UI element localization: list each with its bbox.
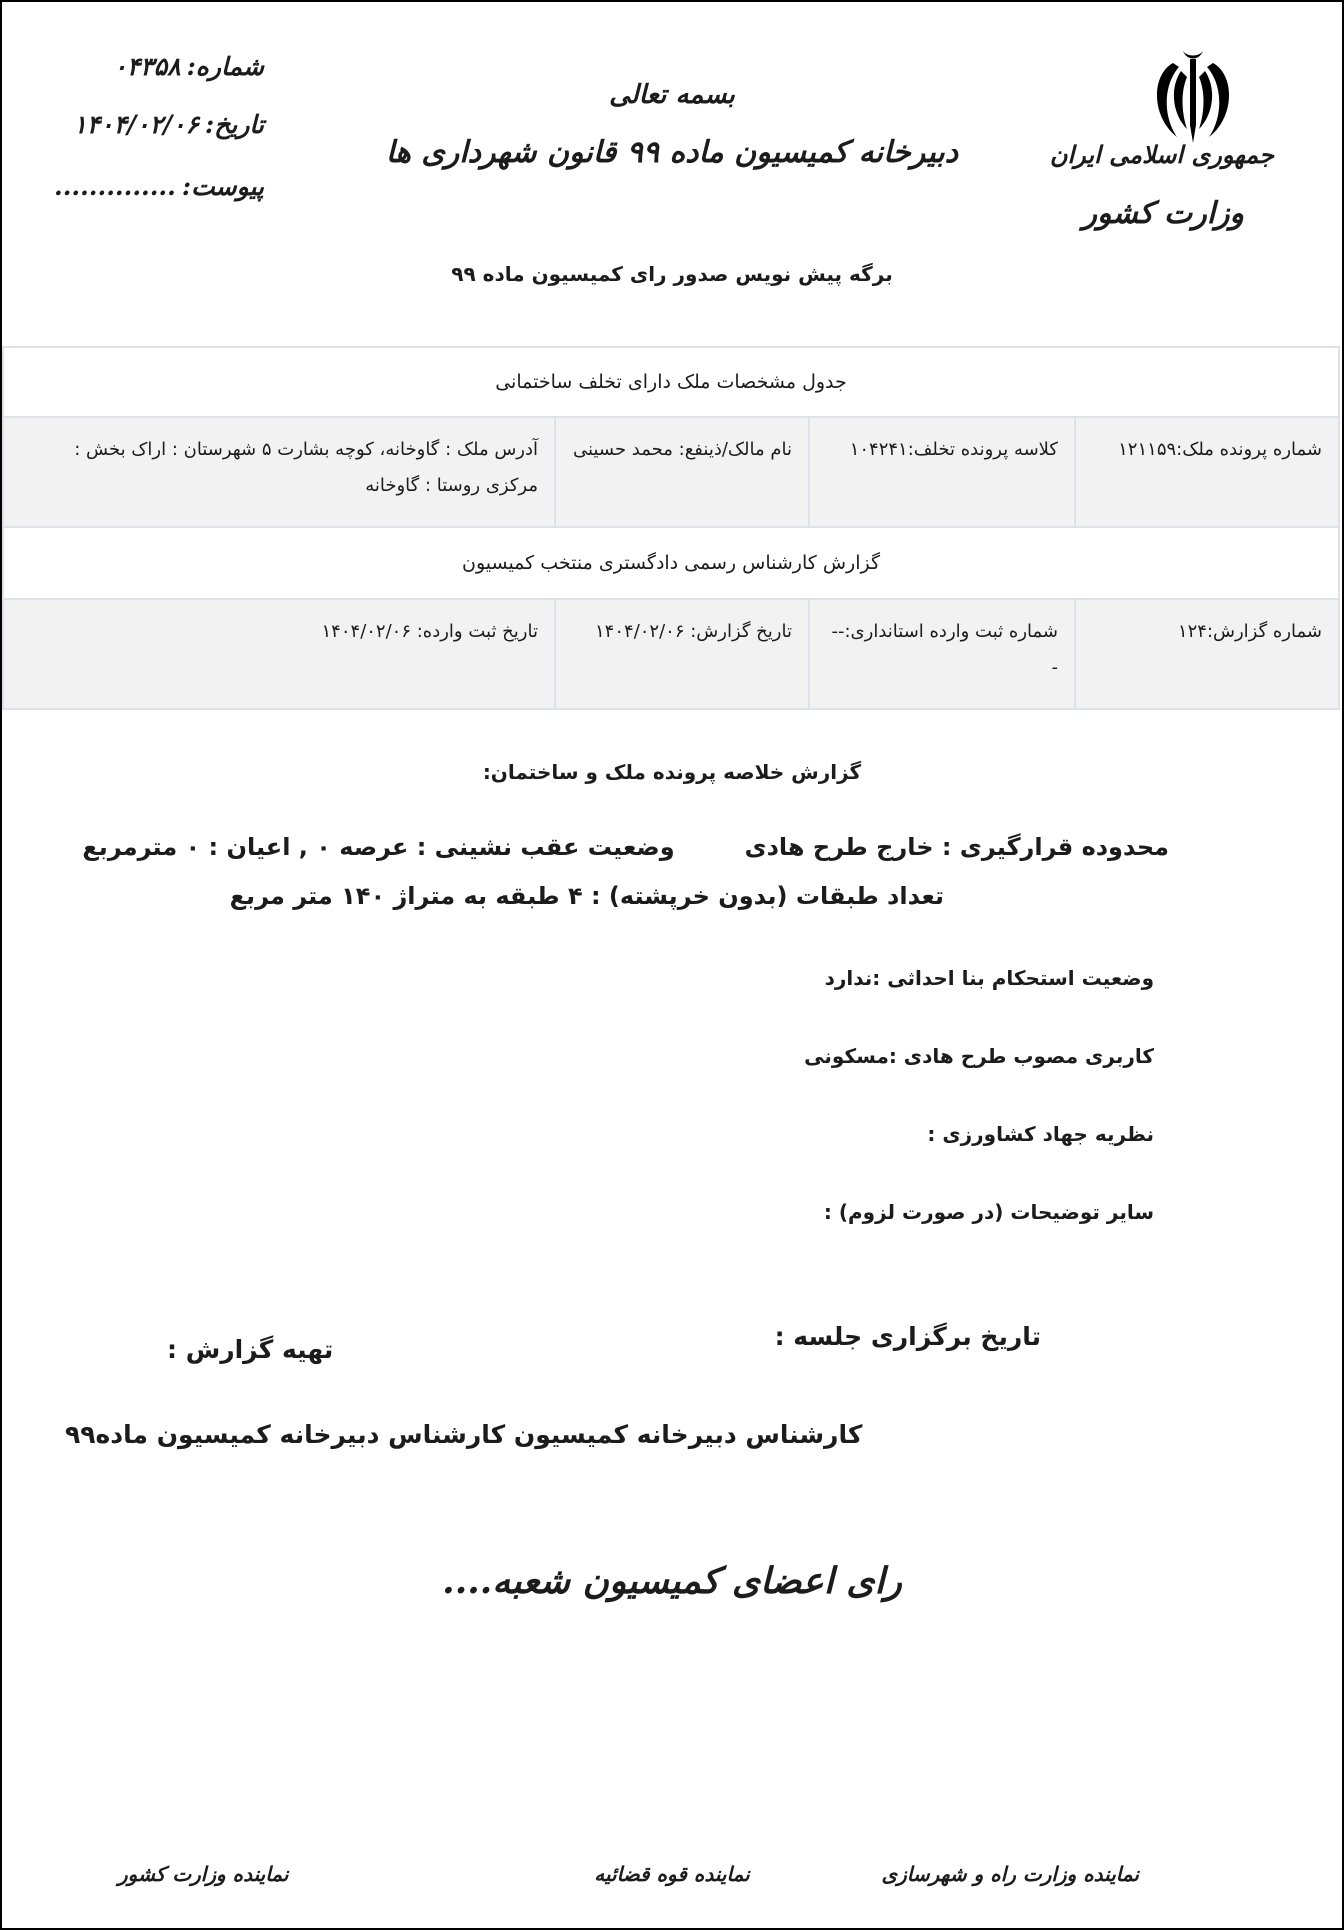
letter-date-label: تاریخ: — [205, 110, 264, 139]
summary-title: گزارش خلاصه پرونده ملک و ساختمان: — [482, 760, 862, 784]
expert-report-table — [2, 526, 1340, 710]
approved-use-field: کاربری مصوب طرح هادی :مسکونی — [804, 1044, 1154, 1068]
location-zone: محدوده قرارگیری : خارج طرح هادی — [744, 833, 1169, 861]
letter-attachment — [54, 172, 264, 201]
table-row — [3, 599, 1339, 709]
table-row — [3, 417, 1339, 527]
signature-judiciary: نماینده قوه قضائیه — [594, 1862, 750, 1886]
bismillah: بسمه تعالی — [609, 80, 735, 110]
expert-table-title — [3, 527, 1339, 599]
report-number-cell: شماره گزارش:۱۲۴ — [1075, 599, 1339, 709]
stability-field: وضعیت استحکام بنا احداثی :ندارد — [824, 966, 1154, 990]
owner-name-cell: نام مالک/ذینفع: محمد حسینی — [555, 417, 809, 527]
letter-date-value: ۱۴۰۴/۰۲/۰۶ — [73, 110, 200, 139]
violation-class-cell: کلاسه پرونده تخلف:۱۰۴۲۴۱ — [809, 417, 1075, 527]
letter-number-label: شماره: — [186, 52, 264, 81]
iran-emblem-icon — [1143, 45, 1243, 145]
property-address-cell: آدرس ملک : گاوخانه، کوچه بشارت ۵ شهرستان : اراک بخش : مرکزی روستا : گاوخانه — [3, 417, 555, 527]
property-table — [2, 346, 1340, 528]
letter-number — [113, 52, 264, 81]
report-date-cell: تاریخ گزارش: ۱۴۰۴/۰۲/۰۶ — [555, 599, 809, 709]
commission-verdict: رای اعضای کمیسیون شعبه.... — [442, 1560, 902, 1602]
office-title: دبیرخانه کمیسیون ماده ۹۹ قانون شهرداری ها — [385, 135, 959, 170]
letter-attachment-label: پیوست: — [181, 172, 264, 201]
republic-name: جمهوری اسلامی ایران — [1049, 140, 1274, 169]
setback-status: وضعیت عقب نشینی : عرصه ۰ , اعیان : ۰ مترمربع — [82, 833, 675, 861]
experts-line: کارشناس دبیرخانه کمیسیون کارشناس دبیرخانه کمیسیون ماده۹۹ — [65, 1420, 863, 1449]
signature-interior-ministry: نماینده وزارت کشور — [118, 1862, 289, 1886]
property-table-title-text: جدول مشخصات ملک دارای تخلف ساختمانی — [495, 370, 847, 393]
session-date-label: تاریخ برگزاری جلسه : — [774, 1322, 1041, 1351]
agriculture-opinion-field: نظریه جهاد کشاورزی : — [927, 1122, 1154, 1146]
letter-attachment-value: .............. — [53, 172, 176, 201]
letter-number-value: ۰۴۳۵۸ — [113, 52, 181, 81]
governorate-register-cell: شماره ثبت وارده استانداری:--- — [809, 599, 1075, 709]
other-notes-field: سایر توضیحات (در صورت لزوم) : — [823, 1200, 1154, 1224]
register-date-cell: تاریخ ثبت وارده: ۱۴۰۴/۰۲/۰۶ — [3, 599, 555, 709]
summary-line-1 — [82, 833, 1169, 861]
ministry-name: وزارت کشور — [1082, 196, 1244, 231]
form-title: برگه پیش نویس صدور رای کمیسیون ماده ۹۹ — [451, 262, 893, 286]
file-number-cell: شماره پرونده ملک:۱۲۱۱۵۹ — [1075, 417, 1339, 527]
signature-roads-ministry: نماینده وزارت راه و شهرسازی — [881, 1862, 1139, 1886]
expert-table-title-text: گزارش کارشناس رسمی دادگستری منتخب کمیسیون — [462, 551, 880, 574]
property-table-title — [3, 347, 1339, 417]
report-preparer-label: تهیه گزارش : — [167, 1335, 334, 1364]
floors-info: تعداد طبقات (بدون خرپشته) : ۴ طبقه به متراژ ۱۴۰ متر مربع — [229, 882, 944, 910]
